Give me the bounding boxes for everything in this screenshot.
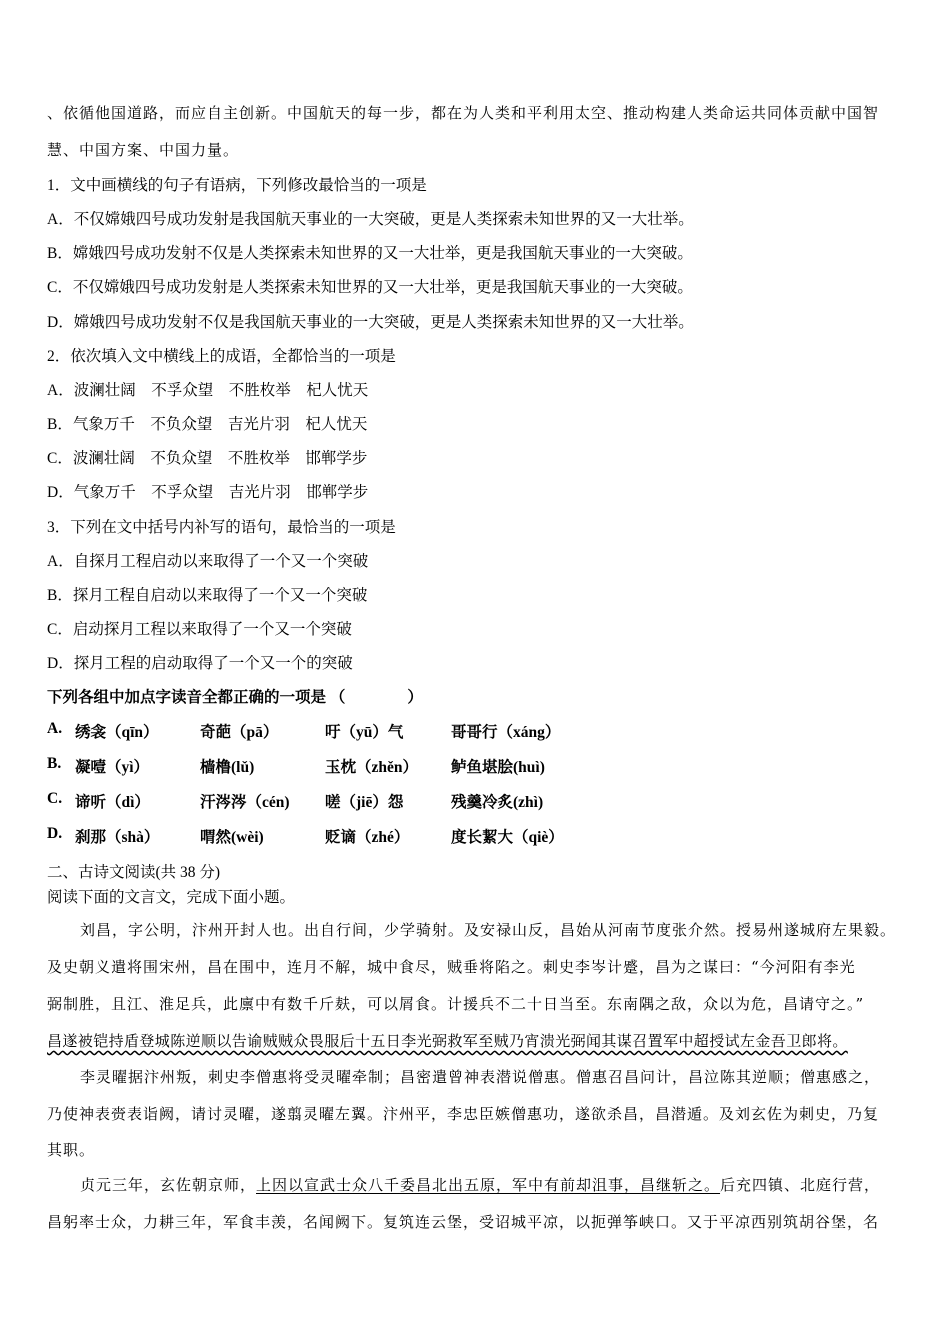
wenyan-p3-underlined-sentence: 上因以宣武士众八千委昌北出五原，军中有前却沮事，昌继斩之。 — [256, 1176, 721, 1194]
question-1-option-c: C．不仅嫦娥四号成功发射是人类探索未知世界的又一大壮举，更是我国航天事业的一大突破。 — [47, 279, 693, 296]
option-label: B. — [47, 755, 62, 772]
wenyan-p1-line-2: 及史朝义遣将围宋州，昌在围中，连月不解，城中食尽，贼垂将陷之。刺史李岑计蹙，昌为之谋曰：“今河阳有李光 — [47, 958, 856, 976]
option-item: 喟然(wèi) — [200, 829, 264, 846]
question-3-stem: 3．下列在文中括号内补写的语句，最恰当的一项是 — [47, 519, 396, 536]
option-item: 谛听（dì） — [75, 794, 150, 811]
question-3-option-b: B．探月工程自启动以来取得了一个又一个突破 — [47, 587, 368, 604]
question-1-option-a: A．不仅嫦娥四号成功发射是我国航天事业的一大突破，更是人类探索未知世界的又一大壮举。 — [47, 211, 694, 228]
wenyan-p1-line-3: 弼制胜，且江、淮足兵，此廪中有数千斤麸，可以屑食。计援兵不二十日当至。东南隅之敌，众以为危，昌请守之。” — [47, 995, 865, 1013]
option-item: 鲈鱼堪脍(huì) — [451, 759, 545, 776]
wenyan-p3-start: 贞元三年，玄佐朝京师， — [80, 1176, 257, 1194]
section-2-title: 二、古诗文阅读(共 38 分) — [47, 864, 221, 881]
question-3-option-c: C．启动探月工程以来取得了一个又一个突破 — [47, 621, 352, 638]
option-label: A. — [47, 720, 63, 737]
passage-line-2: 慧、中国方案、中国力量。 — [47, 141, 240, 159]
option-label: C. — [47, 790, 63, 807]
question-1-stem: 1．文中画横线的句子有语病，下列修改最恰当的一项是 — [47, 177, 427, 194]
wenyan-p2-line-2: 乃使神表赍表诣阙，请讨灵曜，遂翦灵曜左翼。汴州平，李忠臣嫉僧惠功，遂欲杀昌，昌潜遁。及刘玄佐为刺史，乃复 — [47, 1105, 880, 1123]
passage-line-1: 、依循他国道路，而应自主创新。中国航天的每一步，都在为人类和平利用太空、推动构建人类命运共同体贡献中国智 — [47, 104, 880, 122]
option-item: 残羹冷炙(zhì) — [451, 794, 544, 811]
question-3-option-d: D．探月工程的启动取得了一个又一个的突破 — [47, 655, 353, 672]
question-4-stem-row — [47, 685, 423, 707]
option-item: 玉枕（zhěn） — [325, 759, 419, 776]
option-item: 樯橹(lǔ) — [200, 759, 255, 776]
question-3-option-a: A．自探月工程启动以来取得了一个又一个突破 — [47, 553, 369, 570]
question-4-paren: （ ） — [329, 689, 423, 706]
option-item: 哥哥行（xáng） — [451, 724, 561, 741]
wenyan-p2-line-3: 其职。 — [47, 1141, 96, 1159]
option-item: 嗟（jiē）怨 — [325, 794, 404, 811]
wenyan-p3-line-1 — [80, 1174, 880, 1195]
question-2-option-b: B．气象万千 不负众望 吉光片羽 杞人忧天 — [47, 416, 368, 433]
option-item: 凝噎（yì） — [75, 759, 150, 776]
option-item: 贬谪（zhé） — [325, 829, 410, 846]
question-1-option-b: B．嫦娥四号成功发射不仅是人类探索未知世界的又一大壮举，更是我国航天事业的一大突破。 — [47, 245, 693, 262]
option-item: 度长絜大（qiè） — [451, 829, 564, 846]
option-item: 刹那（shà） — [75, 829, 160, 846]
question-2-option-c: C．波澜壮阔 不负众望 不胜枚举 邯郸学步 — [47, 450, 368, 467]
question-2-option-a: A．波澜壮阔 不孚众望 不胜枚举 杞人忧天 — [47, 382, 369, 399]
question-4-stem: 下列各组中加点字读音全都正确的一项是 — [47, 689, 327, 706]
option-item: 汗涔涔（cén) — [200, 794, 290, 811]
section-2-instruction: 阅读下面的文言文，完成下面小题。 — [47, 889, 296, 906]
option-label: D. — [47, 825, 63, 842]
wenyan-p1-line-4-underlined: 昌遂被铠持盾登城陈逆顺以告谕贼贼众畏服后十五日李光弼救军至贼乃宵溃光弼闻其谋召置军中超授试左金吾卫郎将。 — [47, 1032, 848, 1050]
question-2-stem: 2．依次填入文中横线上的成语，全都恰当的一项是 — [47, 348, 396, 365]
option-item: 吁（yū）气 — [325, 724, 404, 741]
option-item: 奇葩（pā） — [200, 724, 279, 741]
wenyan-p3-line-2: 昌躬率士众，力耕三年，军食丰羡，名闻阙下。复筑连云堡，受诏城平凉，以扼弹筝峡口。又于平凉西别筑胡谷堡，名 — [47, 1213, 880, 1231]
wenyan-p2-line-1: 李灵曜据汴州叛，刺史李僧惠将受灵曜牵制；昌密遣曾神表潜说僧惠。僧惠召昌问计，昌泣陈其逆顺；僧惠感之， — [80, 1068, 881, 1086]
option-item: 绣衾（qīn） — [75, 724, 159, 741]
wenyan-p1-line-1: 刘昌，字公明，汴州开封人也。出自行间，少学骑射。及安禄山反，昌始从河南节度张介然。授易州遂城府左果毅。 — [80, 921, 897, 939]
wenyan-p3-rest: 后充四镇、北庭行营， — [720, 1176, 881, 1194]
question-1-option-d: D．嫦娥四号成功发射不仅是我国航天事业的一大突破，更是人类探索未知世界的又一大壮举。 — [47, 314, 694, 331]
question-2-option-d: D．气象万千 不孚众望 吉光片羽 邯郸学步 — [47, 484, 369, 501]
